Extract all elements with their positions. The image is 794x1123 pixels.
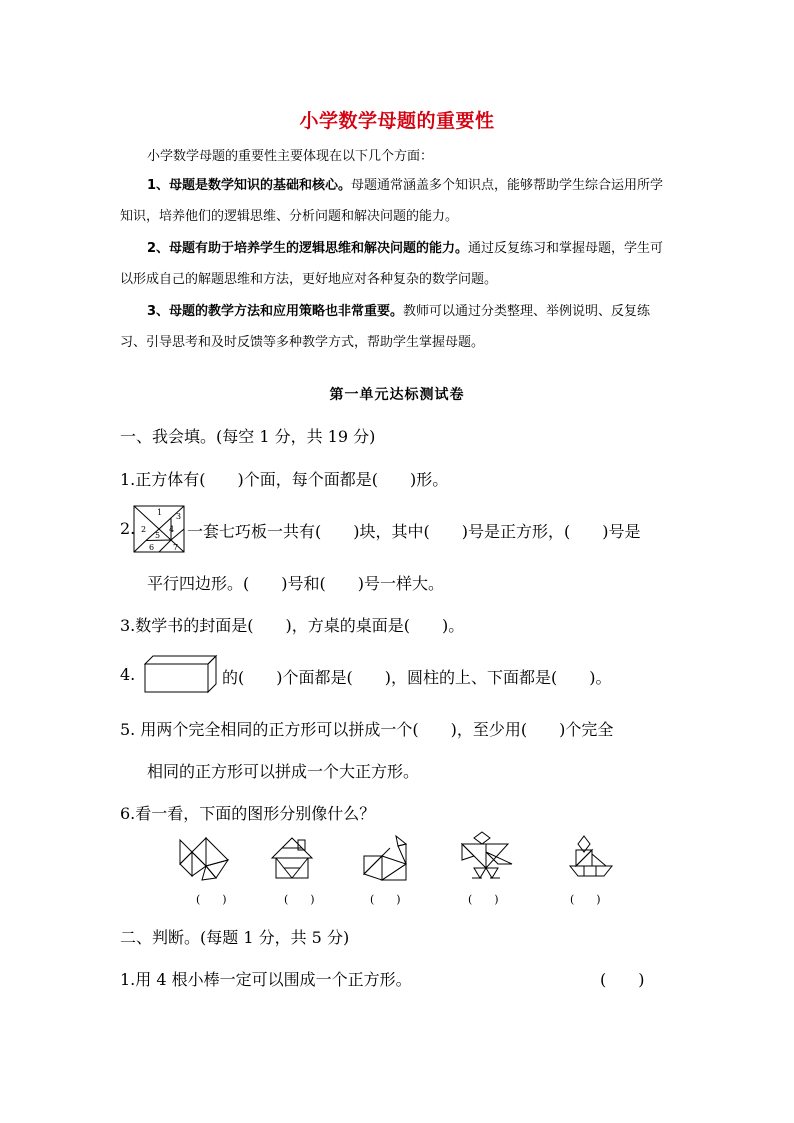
question-3: 3.数学书的封面是( )，方桌的桌面是( )。 xyxy=(120,616,465,635)
tangram-label-7: 7 xyxy=(173,543,179,552)
point-3-text: 教师可以通过分类整理、举例说明、反复练习、引导思考和及时反馈等多种教学方式，帮助学生掌握母题。 xyxy=(120,304,651,350)
question-2-line-2: 平行四边形。( )号和( )号一样大。 xyxy=(147,574,444,593)
test-title: 第一单元达标测试卷 xyxy=(329,387,465,403)
question-5-line-2: 相同的正方形可以拼成一个大正方形。 xyxy=(147,762,420,781)
tangram-boat-figure xyxy=(566,832,616,884)
intro-text: 小学数学母题的重要性主要体现在以下几个方面： xyxy=(147,149,434,164)
point-2-text: 通过反复练习和掌握母题，学生可以形成自己的解题思维和方法，更好地应对各种复杂的数学问题。 xyxy=(120,241,664,287)
figure-blank-3[interactable]: ( ) xyxy=(370,893,401,906)
tangram-label-2: 2 xyxy=(141,525,147,534)
point-1-text: 母题通常涵盖多个知识点，能够帮助学生综合运用所学知识，培养他们的逻辑思维、分析问题和解决问题的能力。 xyxy=(120,178,664,224)
section-2-heading: 二、判断。(每题 1 分，共 5 分) xyxy=(120,928,350,947)
tangram-house-figure xyxy=(268,834,318,884)
question-6: 6.看一看，下面的图形分别像什么？ xyxy=(120,804,376,823)
question-4-number: 4. xyxy=(120,665,136,684)
section-1-heading: 一、我会填。(每空 1 分，共 19 分) xyxy=(120,427,376,446)
tangram-label-1: 1 xyxy=(157,508,163,517)
question-2-number: 2. xyxy=(120,519,136,538)
figure-blank-4[interactable]: ( ) xyxy=(468,893,499,906)
question-1: 1.正方体有( )个面，每个面都是( )形。 xyxy=(120,470,449,489)
page-title: 小学数学母题的重要性 xyxy=(299,110,495,132)
point-1 xyxy=(120,170,676,232)
tangram-label-5: 5 xyxy=(155,531,161,540)
point-2 xyxy=(120,233,676,295)
figure-blank-1[interactable]: ( ) xyxy=(196,893,227,906)
point-1-bold: 1、母题是数学知识的基础和核心。 xyxy=(147,178,352,193)
tangram-fish-figure xyxy=(178,834,232,884)
figure-blank-2[interactable]: ( ) xyxy=(284,893,315,906)
tangram-figure xyxy=(133,505,185,553)
question-5-line-1: 5. 用两个完全相同的正方形可以拼成一个( )，至少用( )个完全 xyxy=(120,720,614,739)
question-2-line-1: 一套七巧板一共有( )块，其中( )号是正方形，( )号是 xyxy=(187,522,641,541)
tangram-swan-figure xyxy=(360,834,414,884)
figure-blank-5[interactable]: ( ) xyxy=(570,893,601,906)
tangram-label-6: 6 xyxy=(149,543,155,552)
cuboid-figure xyxy=(143,654,219,694)
tangram-label-3: 3 xyxy=(176,512,182,521)
judgement-1-blank[interactable]: ( ) xyxy=(600,970,645,989)
tangram-person-figure xyxy=(456,830,518,884)
point-3 xyxy=(120,296,676,358)
point-3-bold: 3、母题的教学方法和应用策略也非常重要。 xyxy=(147,304,404,319)
point-2-bold: 2、母题有助于培养学生的逻辑思维和解决问题的能力。 xyxy=(147,241,469,256)
tangram-label-4: 4 xyxy=(169,525,175,534)
judgement-1: 1.用 4 根小棒一定可以围成一个正方形。 xyxy=(120,970,412,989)
question-4: 的( )个面都是( )，圆柱的上、下面都是( )。 xyxy=(222,668,612,687)
